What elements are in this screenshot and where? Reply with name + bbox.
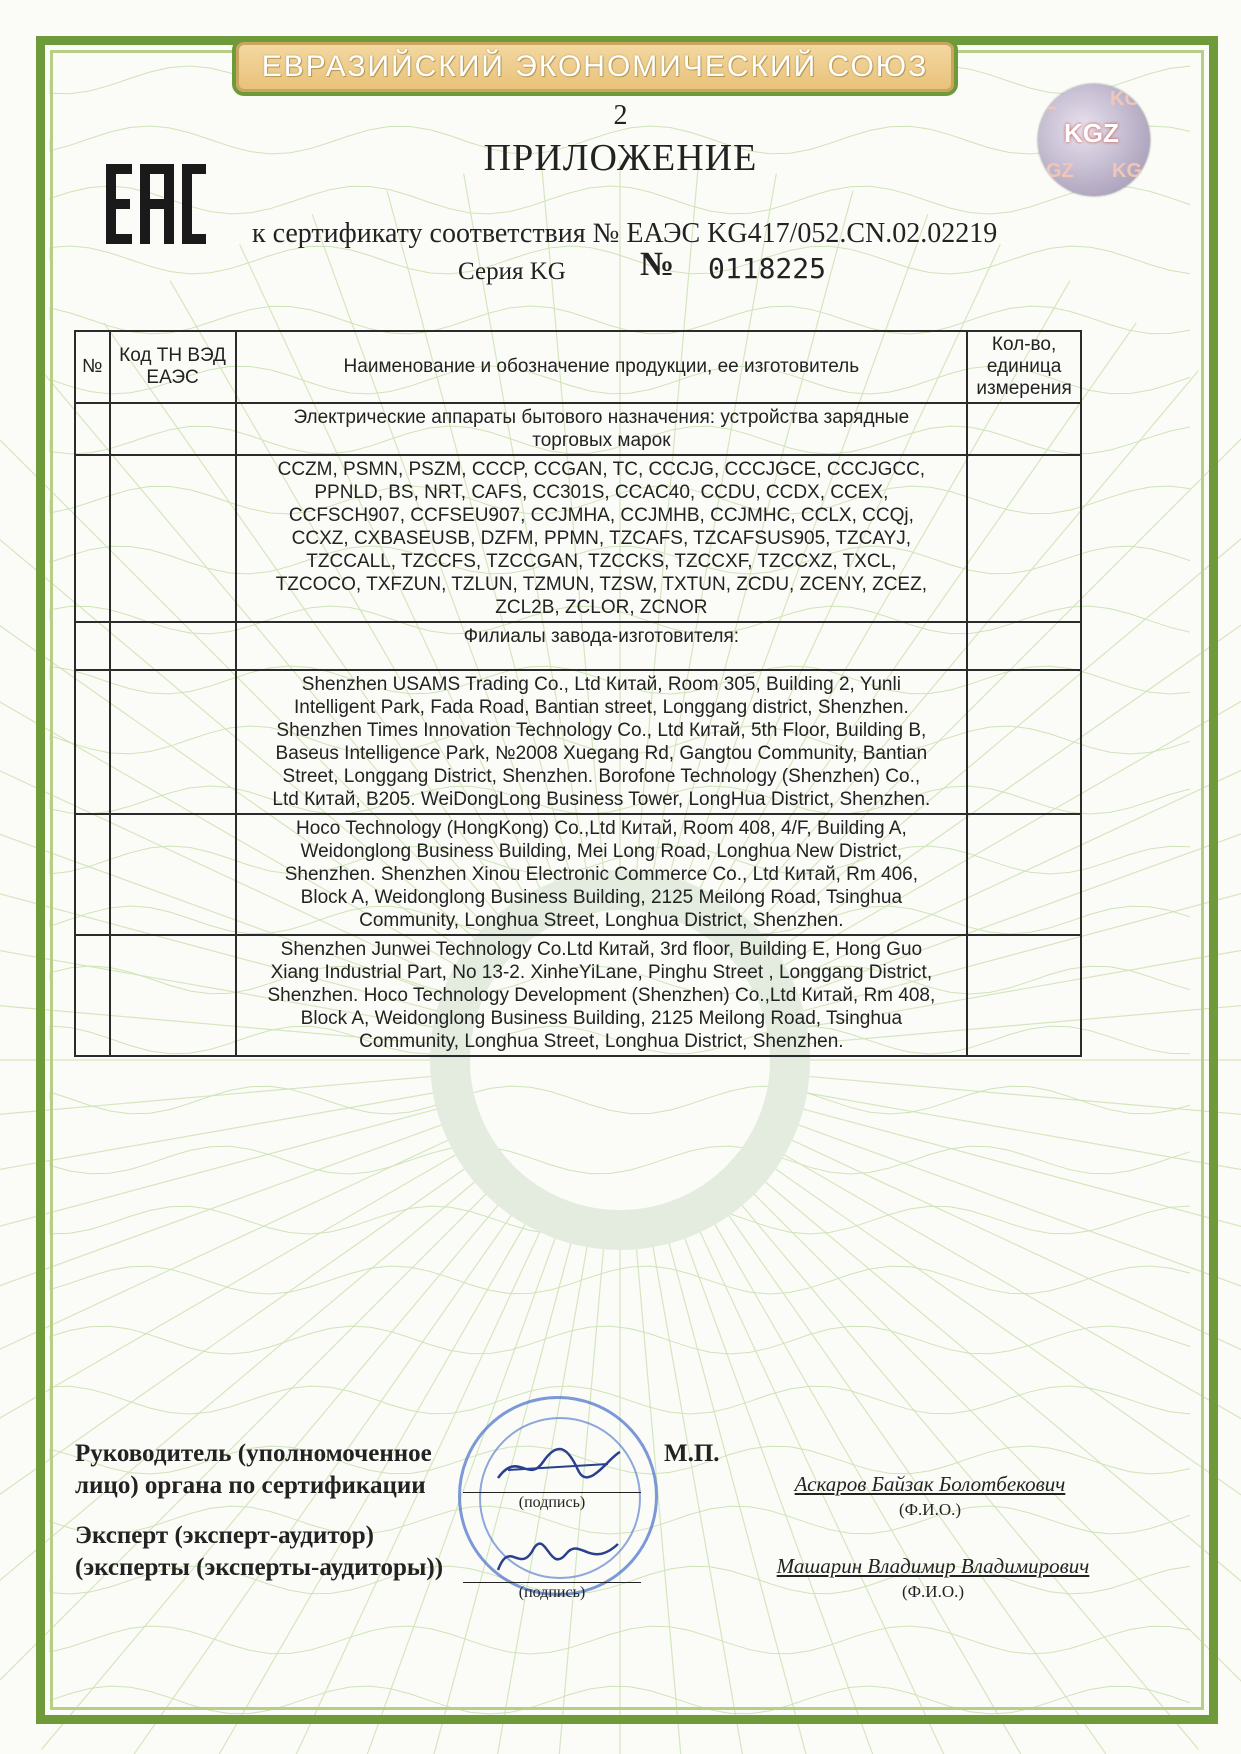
series-number: 0118225 bbox=[708, 252, 827, 285]
header-code: Код ТН ВЭД ЕАЭС bbox=[110, 331, 236, 403]
cell-name bbox=[236, 622, 968, 670]
head-signature bbox=[488, 1440, 628, 1490]
cell-code bbox=[110, 455, 236, 622]
head-signature-line bbox=[463, 1492, 641, 1493]
cell-no bbox=[75, 814, 110, 935]
manufacturer-address: Shenzhen Junwei Technology Co.Ltd Китай, 3rd floor, Building E, Hong Guo Xiang Industrial Part, No 13-2. XinheYiLane, Pinghu Street , Longgang District, Shenzhen. Hoco Technology Development (Shenzhen) Co.,Ltd Китай, Rm 408, Block A, Weidonglong Business Building, 2125 Meilong Road, Tsinghua Community, Longhua Street, Longhua District, Shenzhen. bbox=[267, 939, 936, 1052]
hologram-text-br: KG bbox=[1112, 160, 1142, 182]
series-number-mark: № bbox=[640, 246, 675, 283]
hologram-text-bl: GZ bbox=[1046, 160, 1074, 182]
cell-qty bbox=[967, 935, 1081, 1056]
table-row bbox=[75, 455, 1081, 622]
union-banner-text: ЕВРАЗИЙСКИЙ ЭКОНОМИЧЕСКИЙ СОЮЗ bbox=[261, 50, 929, 83]
expert-signature-caption: (подпись) bbox=[518, 1584, 586, 1601]
cell-qty bbox=[967, 455, 1081, 622]
hologram-text-center: KGZ bbox=[1064, 118, 1119, 148]
products-table bbox=[74, 330, 1082, 1057]
stamp-mark: М.П. bbox=[664, 1440, 720, 1467]
expert-signature bbox=[490, 1530, 630, 1580]
product-category: Электрические аппараты бытового назначения: устройства зарядные торговых марок bbox=[293, 407, 910, 451]
header-no: № bbox=[75, 331, 110, 403]
cell-code bbox=[110, 403, 236, 455]
cell-no bbox=[75, 935, 110, 1056]
cell-no bbox=[75, 670, 110, 814]
page-title: ПРИЛОЖЕНИЕ bbox=[483, 137, 758, 179]
cell-code bbox=[110, 670, 236, 814]
trademark-list: CCZM, PSMN, PSZM, CCCP, CCGAN, TC, CCCJG, CCCJGCE, CCCJGCC, PPNLD, BS, NRT, CAFS, CC301S, CCAC40, CCDU, CCDX, CCEX, CCFSCH907, CCFSEU907, CCJMHA, CCJMHB, CCJMHC, CCLX, CCQj, CCXZ, CXBASEUSB, DZFM, PPMN, TZCAFS, TZCAFSUS905, TZCAYJ, TZCCALL, TZCCFS, TZCCGAN, TZCCKS, TZCCXF, TZCCXZ, TXCL, TZCOCO, TXFZUN, TZLUN, TZMUN, TZSW, TXTUN, ZCDU, ZCENY, ZCEZ, ZCL2B, ZCLOR, ZCNOR bbox=[275, 459, 927, 618]
cell-name bbox=[236, 935, 968, 1056]
head-role-label: Руководитель (уполномоченное лицо) органа по сертификации bbox=[75, 1440, 432, 1499]
table-row bbox=[75, 935, 1081, 1056]
header-name: Наименование и обозначение продукции, ее изготовитель bbox=[236, 331, 968, 403]
cell-name bbox=[236, 814, 968, 935]
cell-qty bbox=[967, 814, 1081, 935]
cell-no bbox=[75, 455, 110, 622]
head-fio-caption: (Ф.И.О.) bbox=[898, 1500, 962, 1519]
table-row bbox=[75, 670, 1081, 814]
manufacturer-address: Shenzhen USAMS Trading Co., Ltd Китай, Room 305, Building 2, Yunli Intelligent Park, Fada Road, Bantian street, Longgang district, Shenzhen. Shenzhen Times Innovation Technology Co., Ltd Китай, 5th Floor, Building B, Baseus Intelligence Park, №2008 Xuegang Rd, Gangtou Community, Bantian Street, Longgang District, Shenzhen. Borofone Technology (Shenzhen) Co., Ltd Китай, B205. WeiDongLong Business Tower, LongHua District, Shenzhen. bbox=[272, 674, 931, 810]
head-signature-caption: (подпись) bbox=[518, 1494, 586, 1511]
page-number: 2 bbox=[613, 100, 628, 131]
header-qty: Кол-во, единица измерения bbox=[967, 331, 1081, 403]
expert-role-label: Эксперт (эксперт-аудитор) (эксперты (эксперты-аудиторы)) bbox=[75, 1522, 444, 1581]
hologram-text-tl: Z bbox=[1044, 92, 1057, 114]
manufacturer-address: Hoco Technology (HongKong) Co.,Ltd Китай, Room 408, 4/F, Building A, Weidonglong Business Building, Mei Long Road, Longhua New District, Shenzhen. Shenzhen Xinou Electronic Commerce Co., Ltd Китай, Rm 406, Block A, Weidonglong Business Building, 2125 Meilong Road, Tsinghua Community, Longhua Street, Longhua District, Shenzhen. bbox=[284, 818, 918, 931]
cell-name bbox=[236, 670, 968, 814]
certificate-reference: к сертификату соответствия № ЕАЭС KG417/052.CN.02.02219 bbox=[252, 218, 998, 249]
cell-qty bbox=[967, 670, 1081, 814]
union-banner bbox=[236, 42, 954, 92]
cell-code bbox=[110, 814, 236, 935]
cell-name bbox=[236, 455, 968, 622]
table-header-row bbox=[75, 331, 1081, 403]
expert-fio-caption: (Ф.И.О.) bbox=[901, 1582, 965, 1601]
cell-code bbox=[110, 935, 236, 1056]
cell-no bbox=[75, 403, 110, 455]
expert-signature-line bbox=[463, 1582, 641, 1583]
branches-heading: Филиалы завода-изготовителя: bbox=[463, 626, 740, 647]
hologram-text-tr: KG bbox=[1110, 88, 1140, 110]
cell-qty bbox=[967, 403, 1081, 455]
cell-name bbox=[236, 403, 968, 455]
table-row bbox=[75, 622, 1081, 670]
expert-full-name: Машарин Владимир Владимирович bbox=[776, 1554, 1090, 1578]
cell-code bbox=[110, 622, 236, 670]
table-row bbox=[75, 814, 1081, 935]
table-row bbox=[75, 403, 1081, 455]
cell-qty bbox=[967, 622, 1081, 670]
head-full-name: Аскаров Байзак Болотбекович bbox=[794, 1472, 1066, 1496]
series-label: Серия KG bbox=[458, 258, 566, 285]
cell-no bbox=[75, 622, 110, 670]
